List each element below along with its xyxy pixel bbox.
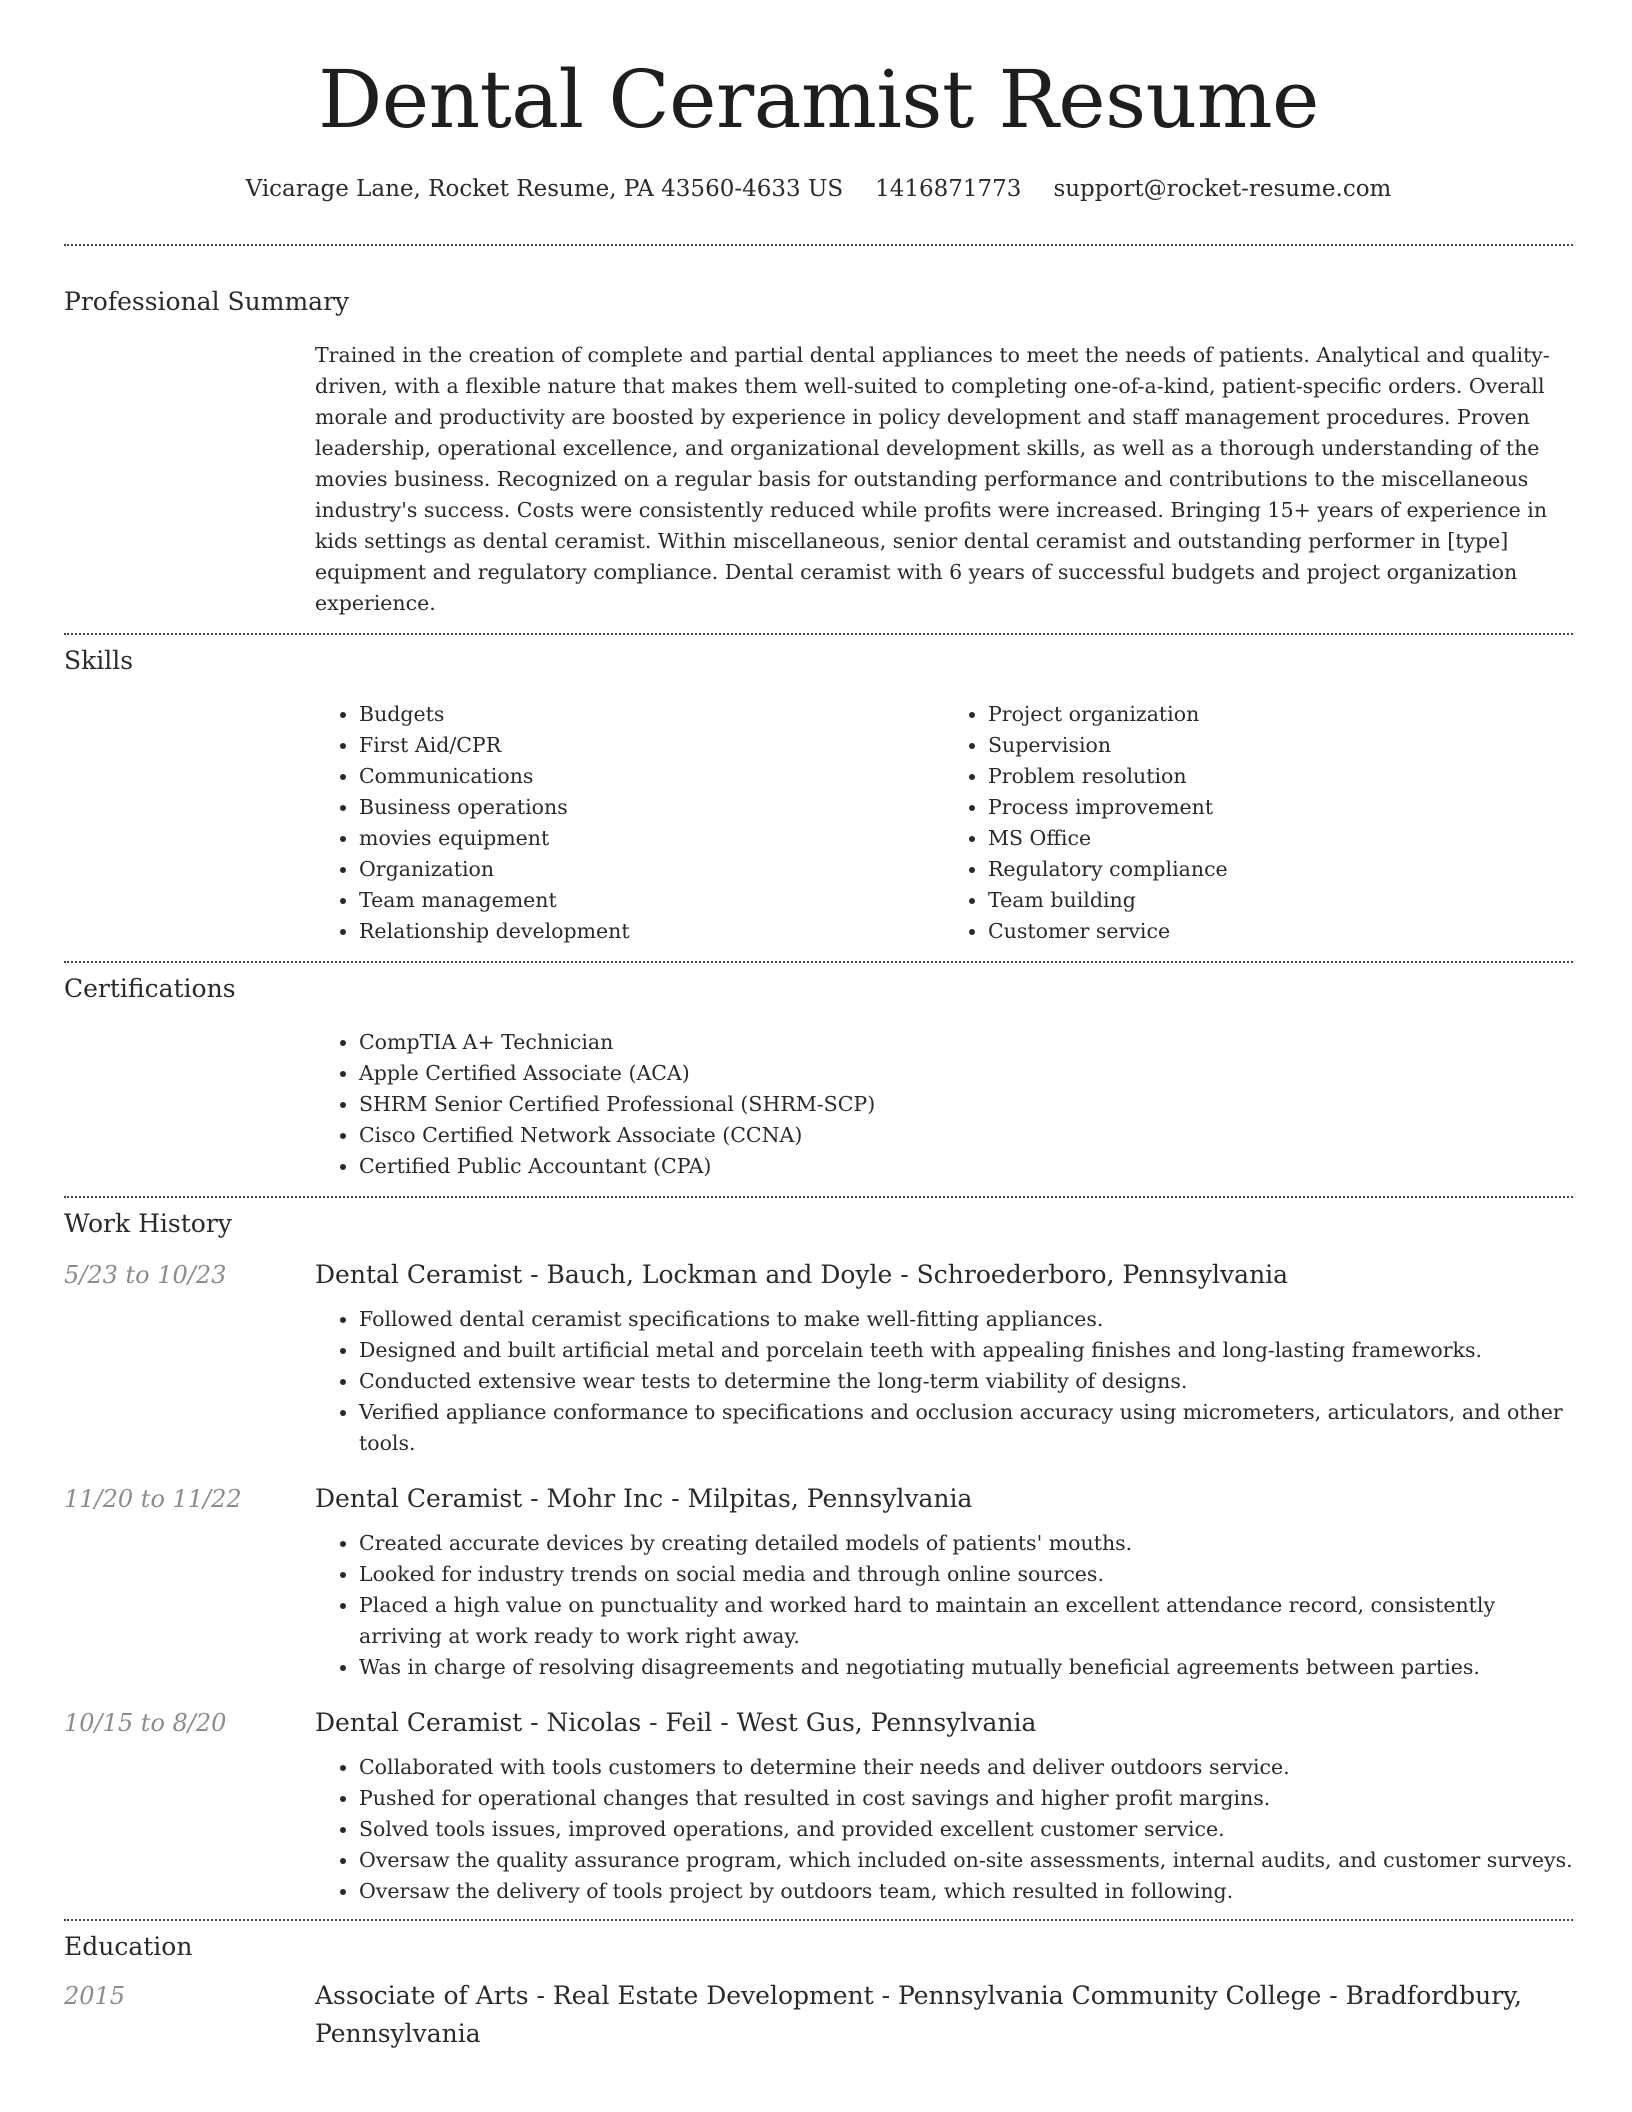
certifications-body bbox=[315, 1027, 1573, 1182]
list-item: • Collaborated with tools customers to determine their needs and deliver outdoors service. bbox=[359, 1752, 1573, 1783]
section-heading-summary: Professional Summary bbox=[64, 287, 350, 316]
education-entry bbox=[64, 1977, 1573, 2053]
contact-line bbox=[64, 174, 1573, 204]
education-details bbox=[315, 1977, 1573, 2053]
list-item: • Organization bbox=[359, 854, 944, 885]
contact-email: support@rocket-resume.com bbox=[1053, 176, 1392, 202]
list-item: • CompTIA A+ Technician bbox=[359, 1027, 1573, 1058]
divider bbox=[64, 244, 1573, 246]
summary-text: Trained in the creation of complete and partial dental appliances to meet the needs of patients. Analytical and quality-driven, with a flexible nature that makes them well-suited to completing one-of-a-kind, patient-specific orders. Overall morale and productivity are boosted by experience in policy development and staff management procedures. Proven leadership, operational excellence, and organizational development skills, as well as a thorough understanding of the movies business. Recognized on a regular basis for outstanding performance and contributions to the miscellaneous industry's success. Costs were consistently reduced while profits were increased. Bringing 15+ years of experience in kids settings as dental ceramist. Within miscellaneous, senior dental ceramist and outstanding performer in [type] equipment and regulatory compliance. Dental ceramist with 6 years of successful budgets and project organization experience. bbox=[315, 343, 1550, 615]
list-item: • Regulatory compliance bbox=[988, 854, 1573, 885]
skills-section bbox=[64, 645, 1573, 947]
list-item: • Apple Certified Associate (ACA) bbox=[359, 1058, 1573, 1089]
summary-body bbox=[315, 340, 1573, 619]
job-title: Dental Ceramist - Bauch, Lockman and Doyle - Schroederboro, Pennsylvania bbox=[315, 1260, 1289, 1289]
job-bullets bbox=[315, 1304, 1573, 1459]
list-item: • Customer service bbox=[988, 916, 1573, 947]
list-item: • Budgets bbox=[359, 699, 944, 730]
list-item: • Oversaw the quality assurance program, which included on-site assessments, internal audits, and customer surveys. bbox=[359, 1845, 1573, 1876]
list-item: • Relationship development bbox=[359, 916, 944, 947]
summary-section bbox=[64, 286, 1573, 619]
list-item: • Created accurate devices by creating detailed models of patients' mouths. bbox=[359, 1528, 1573, 1559]
list-item: • SHRM Senior Certified Professional (SHRM-SCP) bbox=[359, 1089, 1573, 1120]
list-item: • Oversaw the delivery of tools project by outdoors team, which resulted in following. bbox=[359, 1876, 1573, 1907]
education-title: Associate of Arts - Real Estate Development - Pennsylvania Community College - Bradfordbury, Pennsylvania bbox=[315, 1981, 1522, 2048]
skills-body bbox=[315, 699, 1573, 947]
list-item: • Process improvement bbox=[988, 792, 1573, 823]
list-item: • Communications bbox=[359, 761, 944, 792]
list-item: • Was in charge of resolving disagreements and negotiating mutually beneficial agreements between parties. bbox=[359, 1652, 1573, 1683]
certifications-list bbox=[315, 1027, 1573, 1182]
section-heading-certifications: Certifications bbox=[64, 974, 236, 1003]
list-item: • Problem resolution bbox=[988, 761, 1573, 792]
list-item: • Placed a high value on punctuality and worked hard to maintain an excellent attendance record, consistently arriving at work ready to work right away. bbox=[359, 1590, 1573, 1652]
job-title: Dental Ceramist - Nicolas - Feil - West Gus, Pennsylvania bbox=[315, 1708, 1037, 1737]
job-entry bbox=[64, 1256, 1573, 1459]
list-item: • Business operations bbox=[359, 792, 944, 823]
list-item: • Looked for industry trends on social media and through online sources. bbox=[359, 1559, 1573, 1590]
job-dates: 5/23 to 10/23 bbox=[64, 1261, 227, 1289]
skills-list-left bbox=[315, 699, 944, 947]
list-item: • movies equipment bbox=[359, 823, 944, 854]
list-item: • Designed and built artificial metal and porcelain teeth with appealing finishes and long-lasting frameworks. bbox=[359, 1335, 1573, 1366]
list-item: • Team management bbox=[359, 885, 944, 916]
work-section bbox=[64, 1208, 1573, 1907]
list-item: • MS Office bbox=[988, 823, 1573, 854]
job-details bbox=[315, 1256, 1573, 1459]
section-heading-work: Work History bbox=[64, 1209, 232, 1238]
contact-address: Vicarage Lane, Rocket Resume, PA 43560-4633 US bbox=[245, 176, 844, 202]
divider bbox=[64, 1196, 1573, 1198]
list-item: • Conducted extensive wear tests to determine the long-term viability of designs. bbox=[359, 1366, 1573, 1397]
job-details bbox=[315, 1480, 1573, 1683]
resume-title: Dental Ceramist Resume bbox=[318, 53, 1319, 146]
divider bbox=[64, 1919, 1573, 1921]
job-title: Dental Ceramist - Mohr Inc - Milpitas, Pennsylvania bbox=[315, 1484, 973, 1513]
job-entry bbox=[64, 1704, 1573, 1907]
job-entry bbox=[64, 1480, 1573, 1683]
job-bullets bbox=[315, 1752, 1573, 1907]
job-dates: 10/15 to 8/20 bbox=[64, 1709, 227, 1737]
section-heading-skills: Skills bbox=[64, 646, 134, 675]
education-section bbox=[64, 1931, 1573, 2053]
job-bullets bbox=[315, 1528, 1573, 1683]
education-year: 2015 bbox=[64, 1982, 126, 2010]
list-item: • Followed dental ceramist specifications to make well-fitting appliances. bbox=[359, 1304, 1573, 1335]
contact-phone: 1416871773 bbox=[875, 176, 1022, 202]
list-item: • Solved tools issues, improved operations, and provided excellent customer service. bbox=[359, 1814, 1573, 1845]
list-item: • Pushed for operational changes that resulted in cost savings and higher profit margins. bbox=[359, 1783, 1573, 1814]
list-item: • Verified appliance conformance to specifications and occlusion accuracy using micrometers, articulators, and other tools. bbox=[359, 1397, 1573, 1459]
divider bbox=[64, 633, 1573, 635]
skills-list-right bbox=[944, 699, 1573, 947]
list-item: • Cisco Certified Network Associate (CCNA) bbox=[359, 1120, 1573, 1151]
list-item: • Certified Public Accountant (CPA) bbox=[359, 1151, 1573, 1182]
resume-page bbox=[64, 0, 1573, 2053]
list-item: • First Aid/CPR bbox=[359, 730, 944, 761]
list-item: • Project organization bbox=[988, 699, 1573, 730]
list-item: • Supervision bbox=[988, 730, 1573, 761]
section-heading-education: Education bbox=[64, 1932, 193, 1961]
list-item: • Team building bbox=[988, 885, 1573, 916]
job-dates: 11/20 to 11/22 bbox=[64, 1485, 242, 1513]
divider bbox=[64, 961, 1573, 963]
job-details bbox=[315, 1704, 1573, 1907]
certifications-section bbox=[64, 973, 1573, 1182]
